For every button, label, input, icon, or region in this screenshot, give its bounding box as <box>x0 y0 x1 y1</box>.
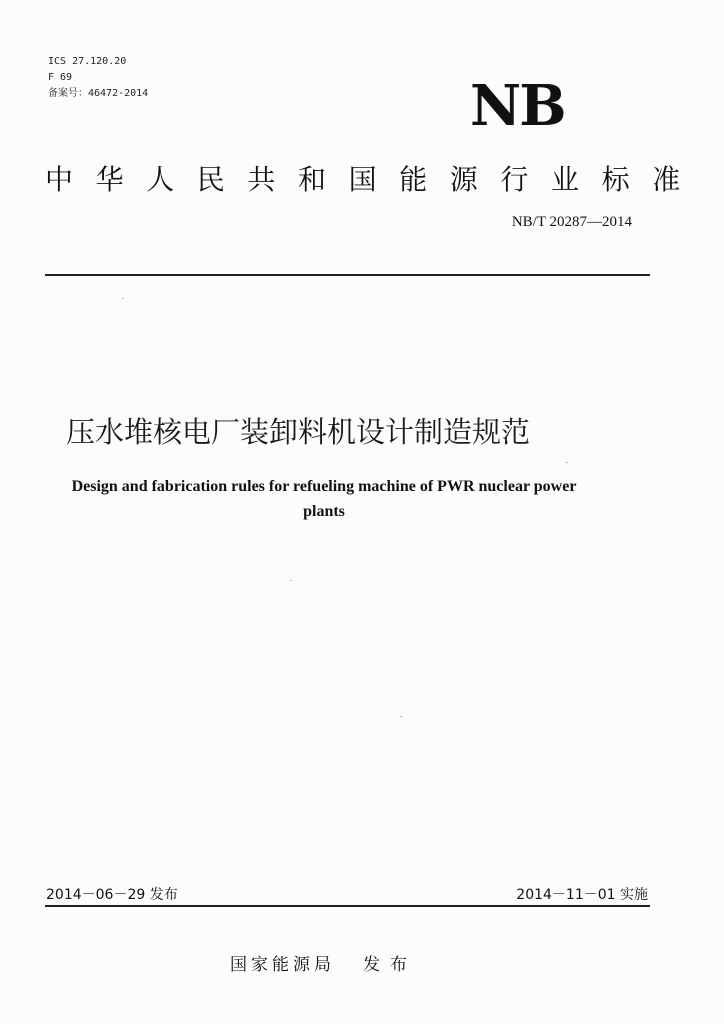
scan-speck <box>566 462 568 463</box>
publish-date: 2014－06－29 发布 <box>46 887 178 903</box>
ics-code: ICS 27.120.20 <box>48 56 127 67</box>
scan-speck <box>122 298 124 299</box>
document-title-en <box>0 474 648 524</box>
issuer-line <box>230 950 417 975</box>
nb-logo: NB <box>470 73 565 139</box>
ccs-code: F 69 <box>48 72 73 83</box>
header-divider <box>45 274 650 276</box>
implementation-date: 2014－11－01 实施 <box>516 887 648 903</box>
issuer-organization: 国家能源局 <box>230 955 335 975</box>
scan-speck <box>400 716 402 717</box>
footer-divider <box>45 905 650 907</box>
document-title-cn: 压水堆核电厂装卸料机设计制造规范 <box>66 415 531 449</box>
document-title-en-line2: plants <box>303 503 345 520</box>
standard-category-title: 中华人民共和国能源行业标准 <box>45 163 703 196</box>
classification-block <box>48 54 148 102</box>
document-title-en-line1: Design and fabrication rules for refueling machine of PWR nuclear power <box>71 478 577 495</box>
record-number: 备案号：46472-2014 <box>48 88 149 99</box>
scan-speck <box>290 580 292 581</box>
standard-number: NB/T 20287—2014 <box>511 214 632 230</box>
issuer-action: 发布 <box>363 955 417 975</box>
